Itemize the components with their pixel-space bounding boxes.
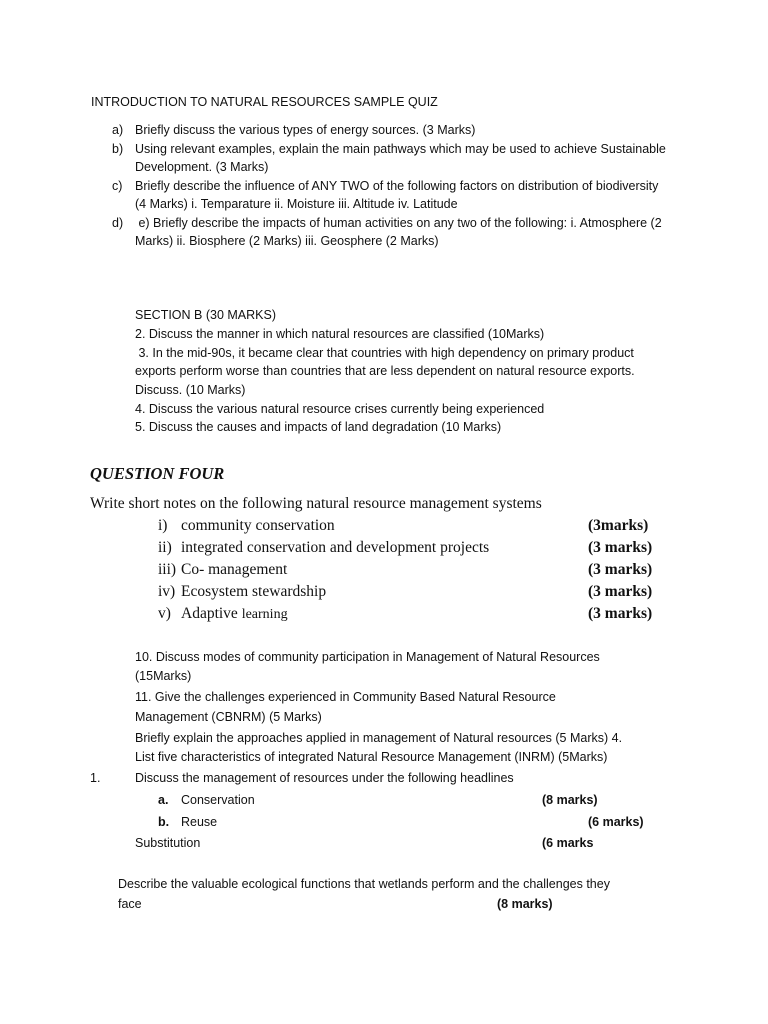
question-line: 5. Discuss the causes and impacts of land degradation (10 Marks) — [135, 420, 502, 434]
question-line: Management (CBNRM) (5 Marks) — [135, 710, 322, 724]
item-label: ii) — [158, 539, 172, 556]
question-line: 10. Discuss modes of community participation in Management of Natural Resources — [135, 650, 600, 664]
item-label: iv) — [158, 583, 176, 600]
item-text: Marks) ii. Biosphere (2 Marks) iii. Geosphere (2 Marks) — [135, 234, 439, 248]
item-text: Substitution — [135, 836, 201, 850]
question-line: face — [118, 897, 142, 911]
item-text: integrated conservation and development projects — [181, 539, 490, 556]
item-marks: (8 marks) — [542, 793, 598, 807]
item-text: Using relevant examples, explain the main pathways which may be used to achieve Sustainable — [135, 142, 666, 156]
question-number: 1. — [90, 771, 101, 785]
question-line: 11. Give the challenges experienced in Community Based Natural Resource — [135, 690, 556, 704]
item-text: Development. (3 Marks) — [135, 160, 269, 174]
question-line: Briefly explain the approaches applied in management of Natural resources (5 Marks) 4. — [135, 731, 623, 745]
item-label: d) — [112, 216, 124, 230]
item-label: c) — [112, 179, 123, 193]
question-line: Describe the valuable ecological functions that wetlands perform and the challenges they — [118, 877, 610, 891]
item-text — [181, 605, 288, 623]
question-line: Discuss. (10 Marks) — [135, 383, 246, 397]
section-b-heading: SECTION B (30 MARKS) — [135, 308, 276, 322]
question-line: List five characteristics of integrated Natural Resource Management (INRM) (5Marks) — [135, 750, 608, 764]
item-marks: (3 marks) — [588, 605, 653, 622]
question-line: exports perform worse than countries that are less dependent on natural resource exports. — [135, 364, 635, 378]
item-label: a) — [112, 123, 124, 137]
item-label: b. — [158, 815, 170, 829]
question-line: 4. Discuss the various natural resource crises currently being experienced — [135, 402, 545, 416]
item-marks: (8 marks) — [497, 897, 553, 911]
question-line: 3. In the mid-90s, it became clear that countries with high dependency on primary product — [135, 346, 634, 360]
document-title: INTRODUCTION TO NATURAL RESOURCES SAMPLE QUIZ — [91, 95, 438, 109]
item-text: Co- management — [181, 561, 288, 578]
item-text: community conservation — [181, 517, 335, 534]
item-marks: (6 marks — [542, 836, 594, 850]
item-marks: (3marks) — [588, 517, 649, 534]
item-label: b) — [112, 142, 124, 156]
item-text-small: learning — [241, 607, 288, 622]
item-label: i) — [158, 517, 168, 534]
item-text-main: Adaptive — [181, 605, 238, 622]
question-line: (15Marks) — [135, 669, 192, 683]
item-text: e) Briefly describe the impacts of human activities on any two of the following: i. Atmosphere (2 — [135, 216, 662, 230]
item-marks: (6 marks) — [588, 815, 644, 829]
item-text: Conservation — [181, 793, 255, 807]
question-line: 2. Discuss the manner in which natural resources are classified (10Marks) — [135, 327, 545, 341]
item-text: Briefly discuss the various types of energy sources. (3 Marks) — [135, 123, 476, 137]
item-marks: (3 marks) — [588, 561, 653, 578]
question-four-intro: Write short notes on the following natural resource management systems — [90, 495, 542, 512]
question-text: Discuss the management of resources under the following headlines — [135, 771, 514, 785]
item-marks: (3 marks) — [588, 583, 653, 600]
item-text: (4 Marks) i. Temparature ii. Moisture iii. Altitude iv. Latitude — [135, 197, 458, 211]
item-text: Briefly describe the influence of ANY TWO of the following factors on distribution of biodiversity — [135, 179, 659, 193]
item-text: Reuse — [181, 815, 218, 829]
item-marks: (3 marks) — [588, 539, 653, 556]
item-label: iii) — [158, 561, 177, 578]
item-text: Ecosystem stewardship — [181, 583, 327, 600]
item-label: a. — [158, 793, 169, 807]
item-label: v) — [158, 605, 171, 622]
question-four-title: QUESTION FOUR — [90, 464, 225, 483]
